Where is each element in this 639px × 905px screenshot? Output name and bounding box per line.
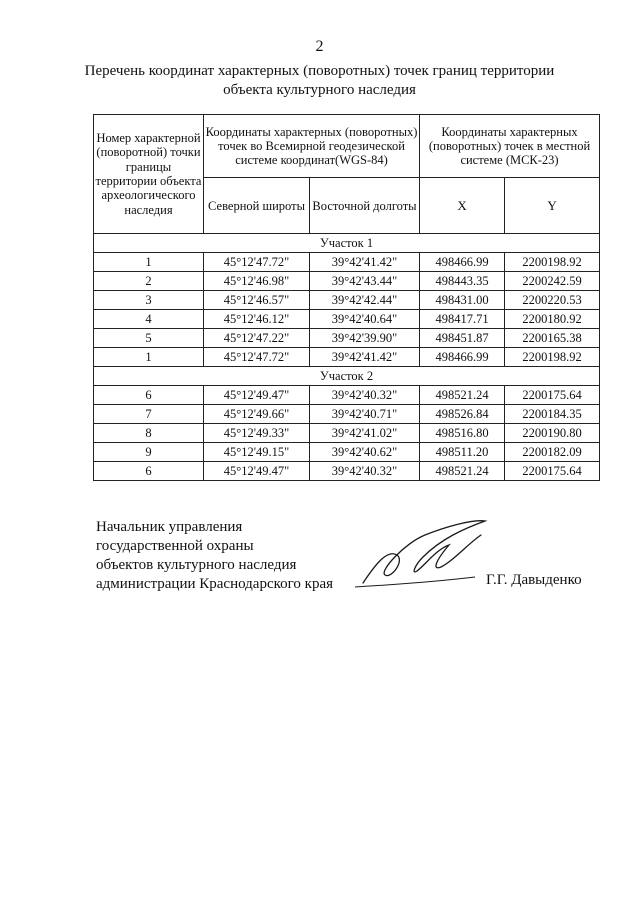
cell-x: 498466.99	[420, 348, 505, 367]
cell-longitude: 39°42'40.62"	[310, 443, 420, 462]
header-wgs-group: Координаты характерных (поворотных) точек во Всемирной геодезической системе координат(WGS-84)	[204, 115, 420, 178]
cell-y: 2200190.80	[505, 424, 600, 443]
cell-longitude: 39°42'41.02"	[310, 424, 420, 443]
position-line-1: Начальник управления	[96, 519, 243, 535]
section-row	[94, 367, 600, 386]
cell-latitude: 45°12'49.15"	[204, 443, 310, 462]
cell-latitude: 45°12'47.22"	[204, 329, 310, 348]
position-line-4: администрации Краснодарского края	[96, 576, 334, 592]
cell-latitude: 45°12'49.47"	[204, 386, 310, 405]
cell-longitude: 39°42'40.71"	[310, 405, 420, 424]
title-line-2: объекта культурного наследия	[223, 82, 416, 98]
cell-y: 2200198.92	[505, 348, 600, 367]
cell-longitude: 39°42'41.42"	[310, 348, 420, 367]
cell-longitude: 39°42'39.90"	[310, 329, 420, 348]
cell-y: 2200184.35	[505, 405, 600, 424]
cell-longitude: 39°42'42.44"	[310, 291, 420, 310]
section-title: Участок 2	[94, 367, 600, 386]
table-row	[94, 424, 600, 443]
cell-latitude: 45°12'46.12"	[204, 310, 310, 329]
cell-latitude: 45°12'46.57"	[204, 291, 310, 310]
cell-x: 498443.35	[420, 272, 505, 291]
page-number: 2	[315, 38, 324, 55]
header-point-number: Номер характерной (поворотной) точки границы территории объекта археологического наследия	[94, 115, 204, 234]
cell-point-number: 6	[94, 462, 204, 481]
document-title	[0, 62, 639, 100]
cell-x: 498521.24	[420, 462, 505, 481]
cell-latitude: 45°12'47.72"	[204, 348, 310, 367]
section-title: Участок 1	[94, 234, 600, 253]
cell-y: 2200198.92	[505, 253, 600, 272]
cell-point-number: 7	[94, 405, 204, 424]
cell-latitude: 45°12'49.66"	[204, 405, 310, 424]
position-line-3: объектов культурного наследия	[96, 557, 297, 573]
header-north-latitude: Северной широты	[204, 178, 310, 234]
section-row	[94, 234, 600, 253]
cell-x: 498511.20	[420, 443, 505, 462]
table-body	[94, 234, 600, 481]
table-row	[94, 310, 600, 329]
handwritten-signature	[345, 505, 495, 595]
cell-latitude: 45°12'49.33"	[204, 424, 310, 443]
cell-x: 498516.80	[420, 424, 505, 443]
cell-point-number: 6	[94, 386, 204, 405]
table-row	[94, 462, 600, 481]
cell-longitude: 39°42'40.32"	[310, 462, 420, 481]
cell-y: 2200175.64	[505, 386, 600, 405]
cell-x: 498526.84	[420, 405, 505, 424]
table-row	[94, 348, 600, 367]
cell-point-number: 1	[94, 348, 204, 367]
coordinates-table	[93, 114, 600, 481]
cell-point-number: 1	[94, 253, 204, 272]
cell-latitude: 45°12'47.72"	[204, 253, 310, 272]
position-line-2: государственной охраны	[96, 538, 254, 554]
table-row	[94, 405, 600, 424]
cell-x: 498466.99	[420, 253, 505, 272]
table-row	[94, 272, 600, 291]
cell-longitude: 39°42'40.32"	[310, 386, 420, 405]
cell-x: 498521.24	[420, 386, 505, 405]
cell-x: 498431.00	[420, 291, 505, 310]
table-row	[94, 386, 600, 405]
cell-y: 2200242.59	[505, 272, 600, 291]
cell-y: 2200220.53	[505, 291, 600, 310]
cell-point-number: 2	[94, 272, 204, 291]
cell-x: 498451.87	[420, 329, 505, 348]
table-row	[94, 253, 600, 272]
cell-y: 2200182.09	[505, 443, 600, 462]
cell-point-number: 9	[94, 443, 204, 462]
table-row	[94, 443, 600, 462]
header-local-group: Координаты характерных (поворотных) точек в местной системе (МСК-23)	[420, 115, 600, 178]
cell-longitude: 39°42'40.64"	[310, 310, 420, 329]
cell-y: 2200165.38	[505, 329, 600, 348]
cell-point-number: 3	[94, 291, 204, 310]
header-east-longitude: Восточной долготы	[310, 178, 420, 234]
cell-point-number: 5	[94, 329, 204, 348]
cell-latitude: 45°12'46.98"	[204, 272, 310, 291]
cell-longitude: 39°42'43.44"	[310, 272, 420, 291]
table-row	[94, 329, 600, 348]
cell-longitude: 39°42'41.42"	[310, 253, 420, 272]
cell-point-number: 4	[94, 310, 204, 329]
title-line-1: Перечень координат характерных (поворотных) точек границ территории	[84, 63, 555, 79]
cell-point-number: 8	[94, 424, 204, 443]
signer-name: Г.Г. Давыденко	[486, 572, 582, 588]
table-row	[94, 291, 600, 310]
cell-y: 2200180.92	[505, 310, 600, 329]
header-x: X	[420, 178, 505, 234]
header-y: Y	[505, 178, 600, 234]
cell-latitude: 45°12'49.47"	[204, 462, 310, 481]
cell-x: 498417.71	[420, 310, 505, 329]
cell-y: 2200175.64	[505, 462, 600, 481]
signatory-position	[96, 518, 333, 594]
